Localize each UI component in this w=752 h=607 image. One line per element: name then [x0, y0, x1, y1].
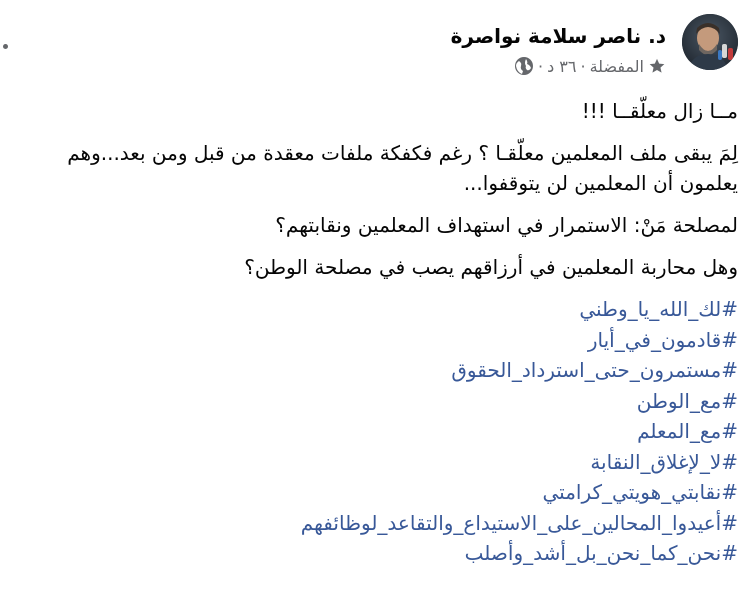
audience-label[interactable]: المفضلة	[589, 56, 644, 76]
hashtag-link[interactable]: #أعيدوا_المحالين_على_الاستيداع_والتقاعد_لوظائفهم	[300, 510, 738, 535]
hashtag-link[interactable]: #مع_المعلم	[637, 419, 738, 443]
post-paragraph-4: وهل محاربة المعلمين في أرزاقهم يصب في مصلحة الوطن؟	[244, 255, 738, 279]
more-options-icon[interactable]	[3, 44, 8, 49]
globe-icon[interactable]	[514, 56, 534, 76]
hashtag-link[interactable]: #نحن_كما_نحن_بل_أشد_وأصلب	[464, 541, 738, 565]
post-paragraph-1: مــا زال معلّقــا !!!	[581, 99, 738, 123]
hashtag-link[interactable]: #مستمرون_حتى_استرداد_الحقوق	[451, 358, 738, 382]
post-header	[138, 14, 738, 86]
hashtag-link[interactable]: #لك_الله_يا_وطني	[579, 297, 738, 321]
post-paragraph-2: لِمَ يبقى ملف المعلمين معلّقـا ؟ رغم فكفكة ملفات معقدة من قبل ومن بعد...وهم يعلمون أن المعلمين لن يتوقفوا...	[67, 141, 738, 195]
post-paragraph-3: لمصلحة مَنْ: الاستمرار في استهداف المعلمين ونقابتهم؟	[275, 213, 738, 237]
meta-separator: ·	[580, 56, 586, 76]
author-name[interactable]: د. ناصر سلامة نواصرة	[450, 24, 666, 48]
hashtag-link[interactable]: #مع_الوطن	[636, 388, 738, 413]
meta-separator-2: ·	[537, 56, 544, 76]
star-icon	[648, 57, 666, 75]
hashtag-link[interactable]: #لا_لإغلاق_النقابة	[590, 449, 738, 474]
hashtag-link[interactable]: #قادمون_في_أيار	[587, 327, 738, 352]
avatar[interactable]	[682, 14, 738, 70]
hashtag-list	[8, 294, 738, 569]
hashtag-link[interactable]: #نقابتي_هويتي_كرامتي	[542, 480, 738, 504]
post-meta	[514, 56, 666, 76]
post-body	[8, 96, 738, 569]
post-time[interactable]: ٣٦ د	[547, 56, 577, 76]
